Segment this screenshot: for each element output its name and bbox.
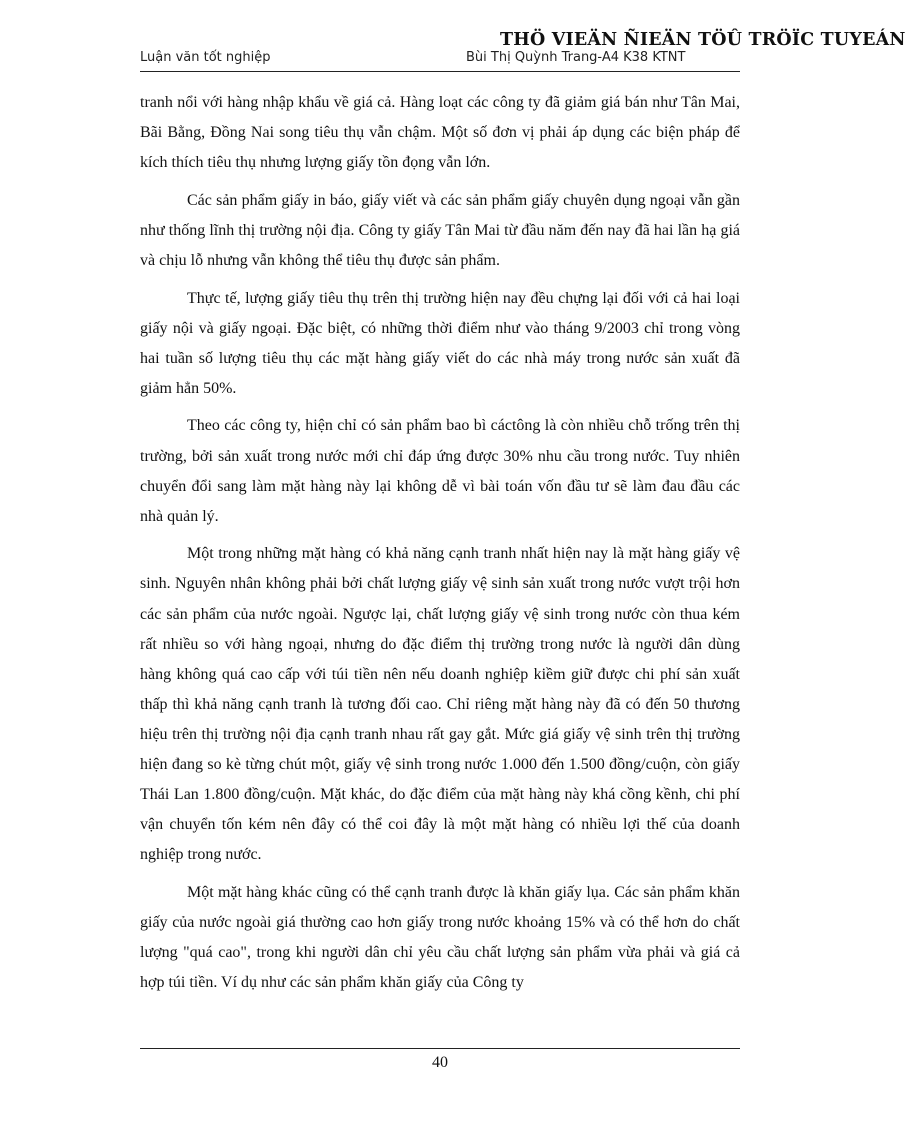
footer-divider (140, 1048, 740, 1049)
paragraph: Một trong những mặt hàng có khả năng cạnh tranh nhất hiện nay là mặt hàng giấy vệ sinh. Nguyên nhân không phải bởi chất lượng giấy vệ sinh sản xuất trong nước vượt trội hơn các sản phẩm của nước ngoài. Ngược lại, chất lượng giấy vệ sinh trong nước còn thua kém rất nhiều so với hàng ngoại, nhưng do đặc điểm thị trường trong nước là người dân dùng hàng không quá cao cấp với túi tiền nên nếu doanh nghiệp kiềm giữ được chi phí sản xuất thấp thì khả năng cạnh tranh là tương đối cao. Chỉ riêng mặt hàng này đã có đến 50 thương hiệu trên thị trường nội địa cạnh tranh nhau rất gay gắt. Mức giá giấy vệ sinh trên thị trường hiện đang so kè từng chút một, giấy vệ sinh trong nước 1.000 đến 1.500 đồng/cuộn, còn giấy Thái Lan 1.800 đồng/cuộn. Mặt khác, do đặc điểm của mặt hàng này khá cồng kềnh, chi phí vận chuyển tốn kém nên đây có thể coi đây là một mặt hàng có nhiều lợi thế của doanh nghiệp trong nước. (140, 545, 740, 864)
header-divider (140, 71, 740, 72)
paragraph: Theo các công ty, hiện chỉ có sản phẩm bao bì cáctông là còn nhiều chỗ trống trên thị trường, bởi sản xuất trong nước mới chỉ đáp ứng được 30% nhu cầu trong nước. Tuy nhiên chuyển đổi sang làm mặt hàng này lại không dễ vì bài toán vốn đầu tư sẽ làm đau đầu các nhà quản lý. (140, 417, 740, 525)
library-watermark: THÖ VIEÄN ÑIEÄN TÖÛ TRÖÏC TUYEÁN (500, 30, 906, 50)
body-text (140, 88, 740, 1006)
header-author-info: Bùi Thị Quỳnh Trang-A4 K38 KTNT (466, 50, 686, 65)
paragraph: Thực tế, lượng giấy tiêu thụ trên thị trường hiện nay đều chựng lại đối với cả hai loại giấy nội và giấy ngoại. Đặc biệt, có những thời điểm như vào tháng 9/2003 chỉ trong vòng hai tuần số lượng tiêu thụ các mặt hàng giấy viết do các nhà máy trong nước sản xuất đã giảm hẳn 50%. (140, 289, 740, 397)
page-number: 40 (432, 1054, 448, 1071)
header-document-type: Luận văn tốt nghiệp (140, 50, 271, 65)
paragraph-continuation: tranh nổi với hàng nhập khẩu về giá cả. Hàng loạt các công ty đã giảm giá bán như Tân Mai, Bãi Bằng, Đồng Nai song tiêu thụ vẫn chậm. Một số đơn vị phải áp dụng các biện pháp để kích thích tiêu thụ nhưng lượng giấy tồn đọng vẫn lớn. (140, 94, 740, 172)
paragraph: Một mặt hàng khác cũng có thể cạnh tranh được là khăn giấy lụa. Các sản phẩm khăn giấy của nước ngoài giá thường cao hơn giấy trong nước khoảng 15% và có thể hơn do chất lượng "quá cao", trong khi người dân chỉ yêu cầu chất lượng sản phẩm vừa phải và giá cả hợp túi tiền. Ví dụ như các sản phẩm khăn giấy của Công ty (140, 883, 740, 992)
paragraph: Các sản phẩm giấy in báo, giấy viết và các sản phẩm giấy chuyên dụng ngoại vẫn gần như thống lĩnh thị trường nội địa. Công ty giấy Tân Mai từ đầu năm đến nay đã hai lần hạ giá và chịu lỗ nhưng vẫn không thể tiêu thụ được sản phẩm. (140, 191, 740, 269)
